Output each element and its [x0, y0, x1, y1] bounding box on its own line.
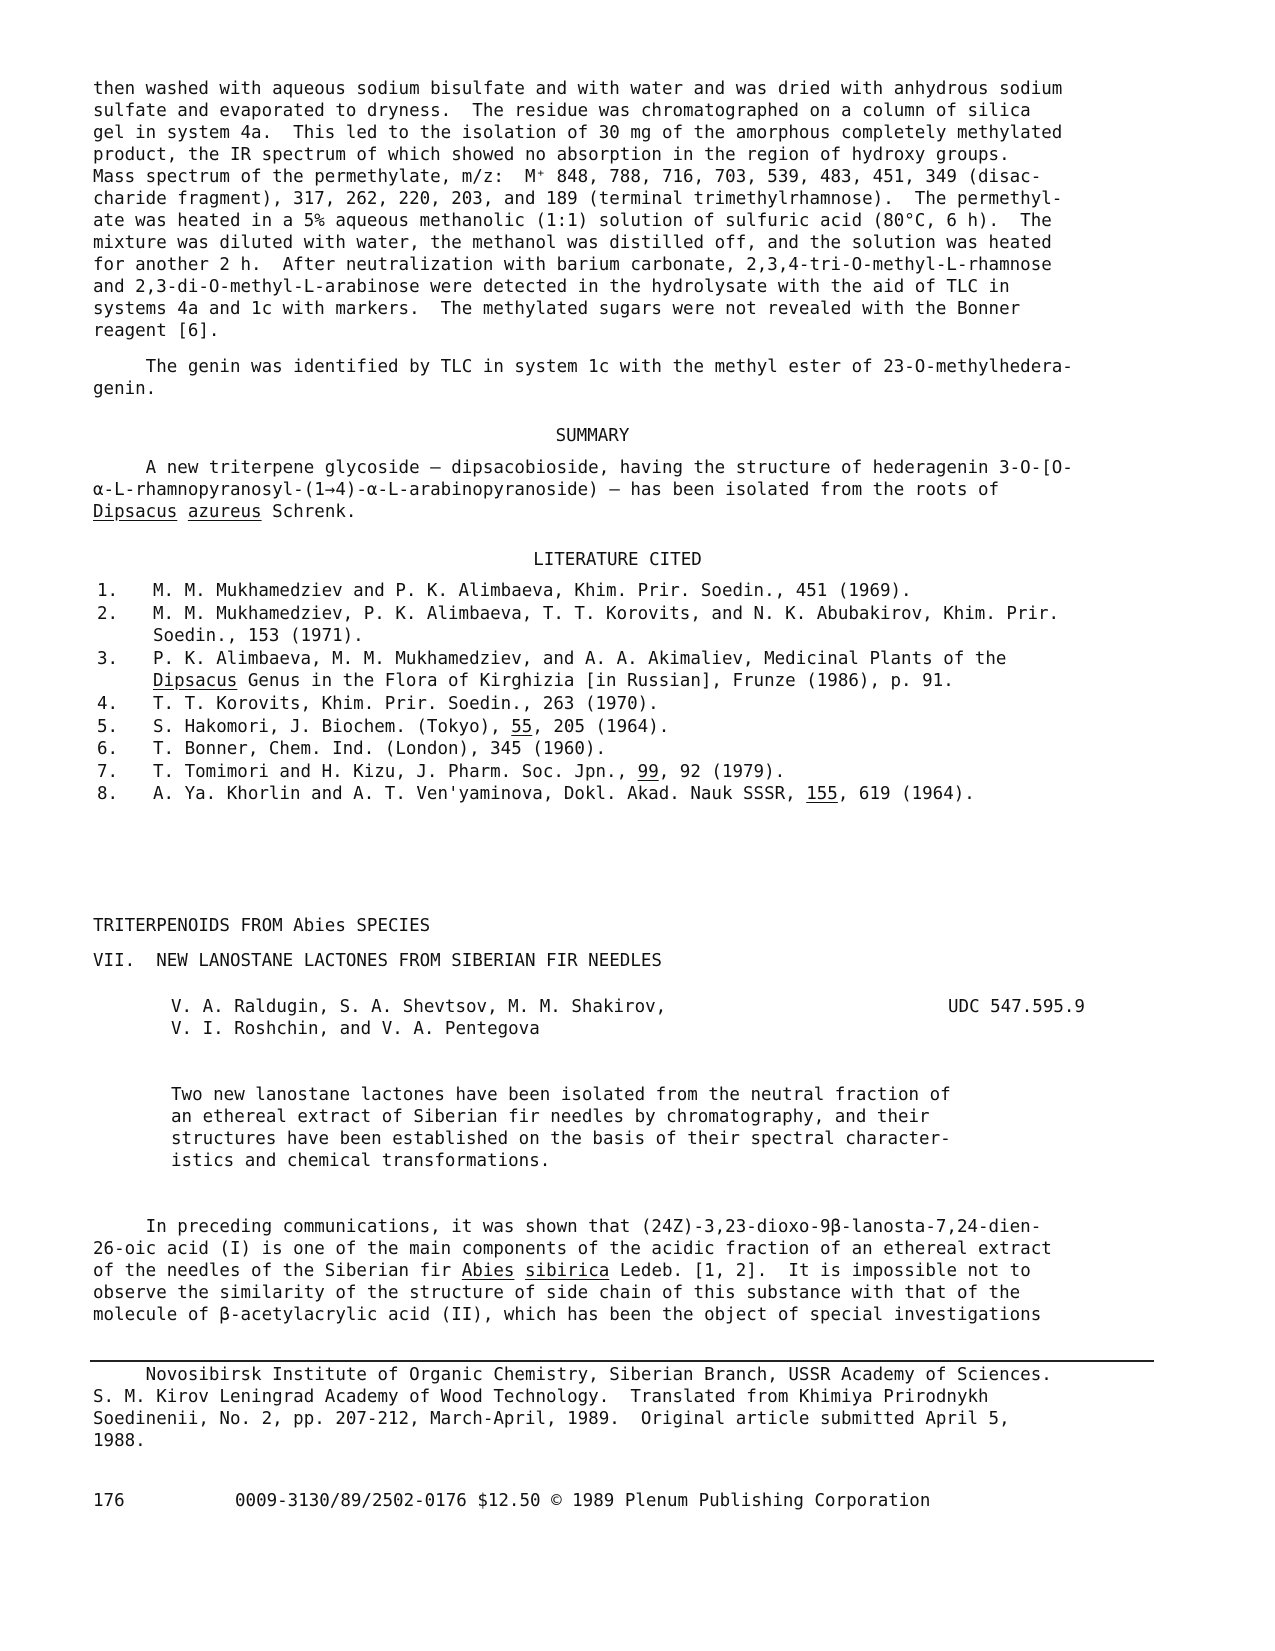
- species-epithet: azureus: [187, 502, 262, 522]
- author-line: V. I. Roshchin, and V. A. Pentegova: [171, 1019, 540, 1039]
- footnote-rule: [90, 1360, 1154, 1362]
- copyright-line: 0009-3130/89/2502-0176 $12.50 © 1989 Plenum Publishing Corporation: [235, 1491, 931, 1511]
- summary-paragraph: [93, 457, 1073, 523]
- reference-number: 1.: [97, 581, 119, 601]
- reference-post: , 92 (1979).: [658, 762, 786, 782]
- text-line: observe the similarity of the structure of side chain of this substance with that of the: [93, 1283, 1021, 1303]
- text-line: 1988.: [93, 1431, 146, 1451]
- species-authority: Schrenk.: [261, 502, 357, 522]
- udc-code: UDC 547.595.9: [948, 997, 1085, 1017]
- reference-text: M. M. Mukhamedziev and P. K. Alimbaeva, Khim. Prir. Soedin., 451 (1969).: [153, 581, 912, 601]
- text-line: and 2,3-di-O-methyl-L-arabinose were detected in the hydrolysate with the aid of TLC in: [93, 277, 1010, 297]
- reference-number: 6.: [97, 739, 119, 759]
- intro-paragraph: [93, 78, 1062, 342]
- text-pre: of the needles of the Siberian fir: [93, 1261, 462, 1281]
- text-line: systems 4a and 1c with markers. The methylated sugars were not revealed with the Bonner: [93, 299, 1021, 319]
- reference-number: 3.: [97, 649, 119, 669]
- reference-text: Soedin., 153 (1971).: [153, 626, 364, 646]
- page-number: 176: [93, 1491, 125, 1511]
- reference-number: 4.: [97, 694, 119, 714]
- reference-genus: Dipsacus: [153, 671, 238, 691]
- reference-pre: T. Tomimori and H. Kizu, J. Pharm. Soc. Jpn.,: [153, 762, 638, 782]
- reference-number: 7.: [97, 762, 119, 782]
- reference-text: T. T. Korovits, Khim. Prir. Soedin., 263 (1970).: [153, 694, 659, 714]
- reference-number: 8.: [97, 784, 119, 804]
- summary-heading: SUMMARY: [555, 426, 630, 446]
- reference-volume: 55: [511, 717, 533, 737]
- reference-number: 2.: [97, 604, 119, 624]
- text-line: A new triterpene glycoside — dipsacobioside, having the structure of hederagenin 3-O-[O-: [93, 458, 1073, 478]
- species-genus: Dipsacus: [93, 502, 178, 522]
- reference-post: , 619 (1964).: [837, 784, 975, 804]
- body-paragraph: [93, 1216, 1052, 1326]
- text-line: [93, 501, 1073, 523]
- species-epithet: sibirica: [525, 1261, 610, 1281]
- reference-text: [153, 670, 954, 692]
- text-line: for another 2 h. After neutralization with barium carbonate, 2,3,4-tri-O-methyl-L-rhamnose: [93, 255, 1052, 275]
- reference-text: T. Bonner, Chem. Ind. (London), 345 (1960).: [153, 739, 607, 759]
- text-line: molecule of β-acetylacrylic acid (II), which has been the object of special investigations: [93, 1305, 1042, 1325]
- footnote: [93, 1364, 1052, 1452]
- reference-volume: 99: [637, 762, 659, 782]
- text-line: [93, 1260, 1052, 1282]
- text-line: an ethereal extract of Siberian fir needles by chromatography, and their: [171, 1107, 930, 1127]
- abstract: [171, 1084, 951, 1172]
- article-series-title: TRITERPENOIDS FROM Abies SPECIES: [93, 916, 431, 936]
- reference-pre: A. Ya. Khorlin and A. T. Ven'yaminova, Dokl. Akad. Nauk SSSR,: [153, 784, 807, 804]
- reference-volume: 155: [806, 784, 838, 804]
- reference-text: [153, 761, 785, 783]
- text-line: istics and chemical transformations.: [171, 1151, 551, 1171]
- authors: [171, 996, 666, 1040]
- text-line: mixture was diluted with water, the methanol was distilled off, and the solution was heated: [93, 233, 1052, 253]
- text-line: Two new lanostane lactones have been isolated from the neutral fraction of: [171, 1085, 951, 1105]
- article-title: VII. NEW LANOSTANE LACTONES FROM SIBERIAN FIR NEEDLES: [93, 951, 662, 971]
- reference-text: P. K. Alimbaeva, M. M. Mukhamedziev, and A. A. Akimaliev, Medicinal Plants of the: [153, 649, 1007, 669]
- reference-post: , 205 (1964).: [532, 717, 670, 737]
- reference-number: 5.: [97, 717, 119, 737]
- text-line: gel in system 4a. This led to the isolation of 30 mg of the amorphous completely methylated: [93, 123, 1063, 143]
- reference-rest: Genus in the Flora of Kirghizia [in Russian], Frunze (1986), p. 91.: [237, 671, 954, 691]
- text-line: Soedinenii, No. 2, pp. 207-212, March-April, 1989. Original article submitted April 5,: [93, 1409, 1010, 1429]
- author-line: V. A. Raldugin, S. A. Shevtsov, M. M. Shakirov,: [171, 997, 667, 1017]
- text-line: 26-oic acid (I) is one of the main components of the acidic fraction of an ethereal extract: [93, 1239, 1052, 1259]
- text-line: sulfate and evaporated to dryness. The residue was chromatographed on a column of silica: [93, 101, 1031, 121]
- text-line: genin.: [93, 379, 157, 399]
- reference-text: M. M. Mukhamedziev, P. K. Alimbaeva, T. T. Korovits, and N. K. Abubakirov, Khim. Prir.: [153, 604, 1060, 624]
- text-line: then washed with aqueous sodium bisulfate and with water and was dried with anhydrous sodium: [93, 79, 1063, 99]
- literature-heading: LITERATURE CITED: [533, 550, 702, 570]
- text-line: charide fragment), 317, 262, 220, 203, and 189 (terminal trimethylrhamnose). The permethyl-: [93, 189, 1063, 209]
- species-genus: Abies: [461, 1261, 515, 1281]
- text-line: ate was heated in a 5% aqueous methanolic (1:1) solution of sulfuric acid (80°C, 6 h). The: [93, 211, 1052, 231]
- reference-text: [153, 716, 669, 738]
- text-line: α-L-rhamnopyranosyl-(1→4)-α-L-arabinopyranoside) — has been isolated from the roots of: [93, 480, 1000, 500]
- text-line: The genin was identified by TLC in system 1c with the methyl ester of 23-O-methylhedera-: [93, 357, 1073, 377]
- text-line: structures have been established on the basis of their spectral character-: [171, 1129, 951, 1149]
- text-line: Mass spectrum of the permethylate, m/z: M⁺ 848, 788, 716, 703, 539, 483, 451, 349 (disac-: [93, 167, 1042, 187]
- text-line: In preceding communications, it was shown that (24Z)-3,23-dioxo-9β-lanosta-7,24-dien-: [93, 1217, 1042, 1237]
- text-line: S. M. Kirov Leningrad Academy of Wood Technology. Translated from Khimiya Prirodnykh: [93, 1387, 989, 1407]
- text-post: Ledeb. [1, 2]. It is impossible not to: [609, 1261, 1031, 1281]
- reference-pre: S. Hakomori, J. Biochem. (Tokyo),: [153, 717, 512, 737]
- genin-paragraph: [93, 356, 1073, 400]
- text-line: Novosibirsk Institute of Organic Chemistry, Siberian Branch, USSR Academy of Sciences.: [93, 1365, 1052, 1385]
- reference-text: [153, 783, 975, 805]
- text-line: product, the IR spectrum of which showed no absorption in the region of hydroxy groups.: [93, 145, 1010, 165]
- text-line: reagent [6].: [93, 321, 220, 341]
